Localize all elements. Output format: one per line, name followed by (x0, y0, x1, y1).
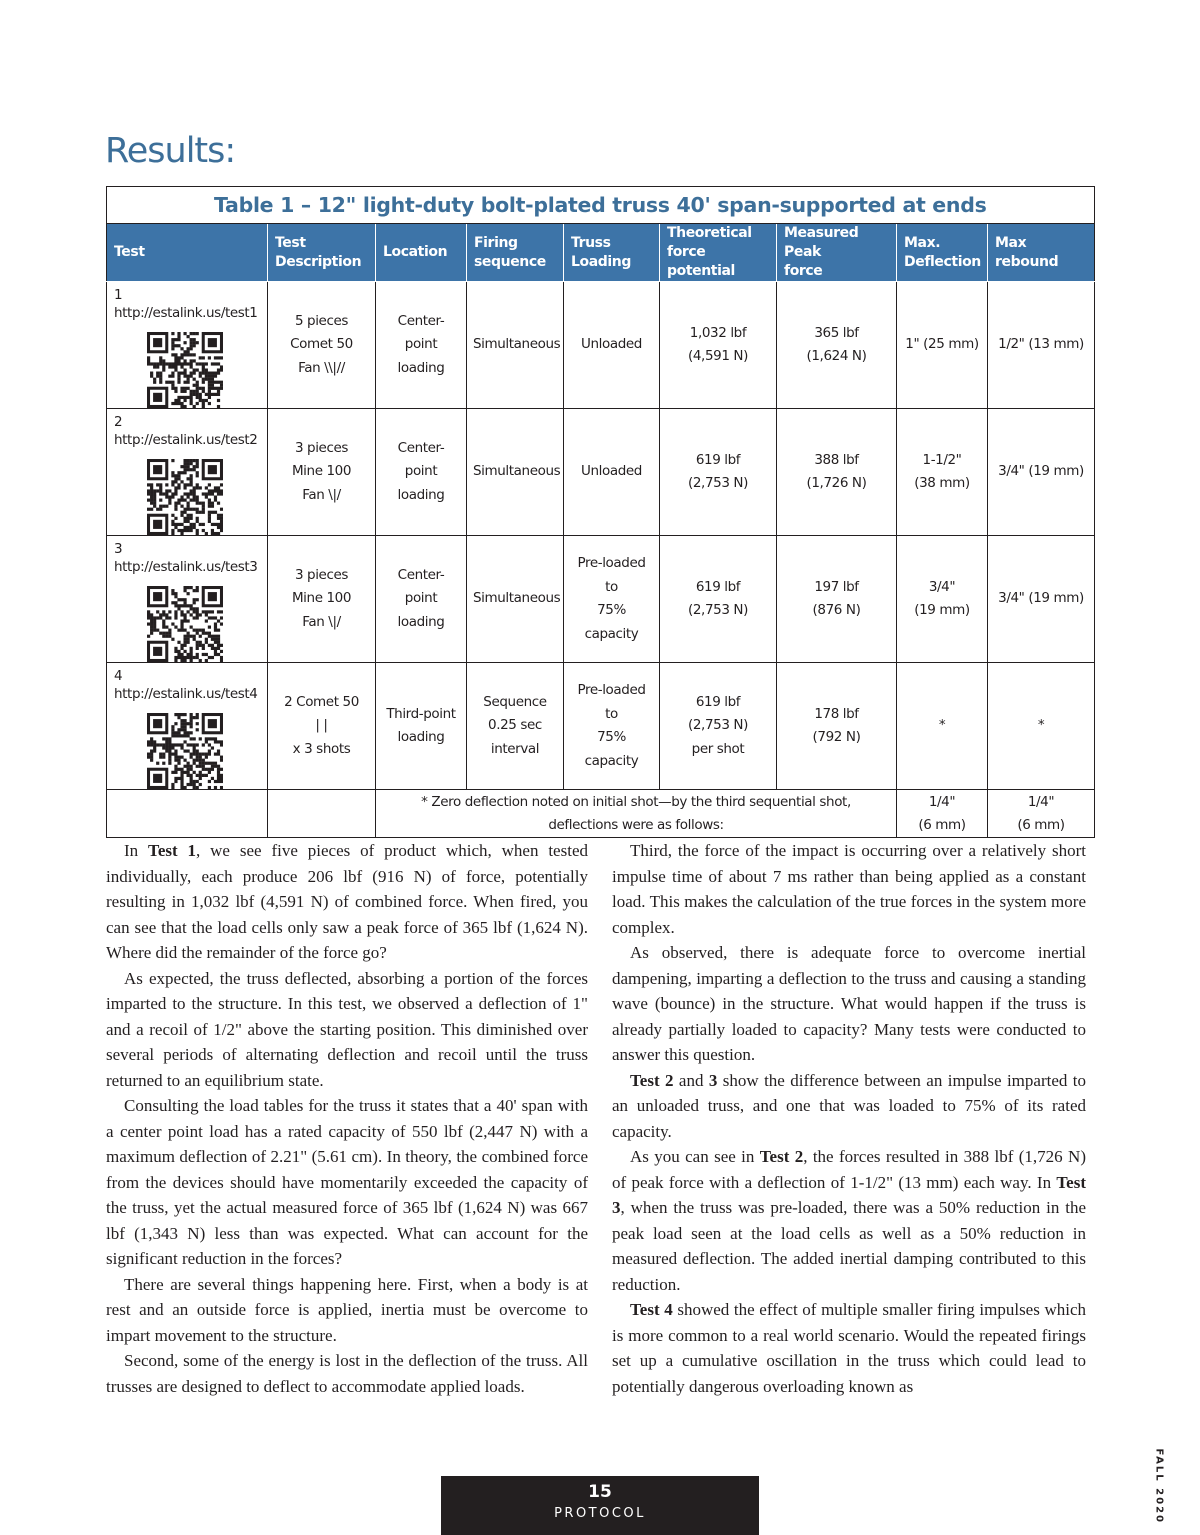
paragraph-text: In (124, 841, 149, 860)
firing-cell (467, 663, 564, 790)
cell-line: interval (490, 740, 540, 757)
cell-line: loading (397, 729, 445, 745)
cell-line: Mine 100 (291, 590, 352, 607)
paragraph-text: As expected, the truss deflected, absorbing a portion of the forces imparted to the structure. In this test, we observed a deflection of 1" and a recoil of 1/2" above the starting position. This diminished over several periods of alternating deflection and recoil until the truss returned to an equilibrium state. (106, 968, 588, 1090)
cell-line: sequence (474, 253, 546, 270)
cell-line: Test (275, 234, 306, 251)
test-link[interactable]: 2 http://estalink.us/test2 (114, 414, 258, 448)
test-link[interactable]: 1 http://estalink.us/test1 (114, 287, 258, 321)
column-header (897, 224, 988, 282)
cell-line: (6 mm) (1017, 816, 1065, 833)
cell-line: Location (383, 244, 448, 260)
qr-code-icon[interactable] (147, 332, 223, 408)
rebound-cell (988, 536, 1095, 663)
body-paragraph (106, 1348, 588, 1399)
test-cell (107, 282, 268, 409)
paragraph-text: As you can see in (630, 1147, 760, 1166)
firing-cell (467, 536, 564, 663)
theoretical-cell (660, 536, 777, 663)
measured-cell (777, 282, 897, 409)
cell-line: 197 lbf (814, 578, 859, 595)
cell-line: Loading (571, 253, 631, 270)
table-row (107, 536, 1095, 663)
table-caption: Table 1 – 12" light-duty bolt-plated truss 40' span-supported at ends (107, 187, 1095, 224)
footnote-deflection (897, 790, 988, 838)
body-column-left (106, 838, 588, 1399)
cell-line: 1" (25 mm) (905, 336, 979, 353)
test-link[interactable]: 3 http://estalink.us/test3 (114, 541, 258, 575)
cell-line: Fan \|/ (302, 486, 341, 503)
cell-line: 365 lbf (814, 324, 859, 341)
location-cell (376, 536, 467, 663)
cell-line: Unloaded (581, 336, 642, 353)
description-cell (268, 536, 376, 663)
cell-line: * Zero deflection noted on initial shot—by the third sequential shot, (421, 793, 851, 810)
location-cell (376, 663, 467, 790)
rebound-cell (988, 282, 1095, 409)
theoretical-cell (660, 409, 777, 536)
cell-line: 1-1/2" (922, 451, 962, 468)
cell-line: Third-point (386, 705, 456, 722)
cell-line: Fan \\|// (298, 359, 345, 376)
cell-line: * (1037, 717, 1045, 734)
cell-line: (876 N) (812, 602, 861, 618)
bold-text: Test 3 (612, 1172, 1086, 1217)
firing-cell (467, 409, 564, 536)
cell-line: force potential (667, 244, 735, 279)
cell-line: force (784, 263, 823, 279)
rebound-cell (988, 663, 1095, 790)
cell-line: Simultaneous (473, 336, 561, 353)
cell-line: 3 pieces (294, 566, 349, 583)
cell-line: Center-point (397, 566, 445, 607)
firing-cell (467, 282, 564, 409)
body-paragraph (612, 940, 1086, 1068)
body-column-right (612, 838, 1086, 1399)
cell-line: * (938, 717, 946, 734)
cell-line: (792 N) (812, 729, 861, 745)
cell-line: Pre-loaded to (577, 555, 646, 595)
cell-line: | | (315, 717, 328, 734)
body-paragraph (612, 1297, 1086, 1399)
paragraph-text: , when the truss was pre-loaded, there was a 50% reduction in the peak load seen at the load cells as well as a 50% reduction in measured deflection. The added inertial damping contributed to this reduction. (612, 1198, 1086, 1294)
description-cell (268, 663, 376, 790)
cell-line: x 3 shots (292, 740, 351, 757)
publication-name: PROTOCOL (554, 1506, 646, 1521)
body-paragraph (106, 966, 588, 1094)
paragraph-text: Consulting the load tables for the truss it states that a 40' span with a center point load has a rated capacity of 550 lbf (2,447 N) with a maximum deflection of 2.21" (5.61 cm). In theory, the combined force from the devices should have momentarily exceeded the capacity of the truss, yet the actual measured force of 365 lbf (1,624 N) was 667 lbf (1,343 N) less than was expected. What can account for the significant reduction in the forces? (106, 1096, 588, 1268)
bold-text: 3 (708, 1070, 718, 1090)
page-title: Results: (105, 131, 236, 171)
column-header (988, 224, 1095, 282)
paragraph-text: As observed, there is adequate force to overcome inertial dampening, imparting a deflection to the truss and causing a standing wave (bounce) in the structure. What would happen if the truss is already partially loaded to capacity? Many tests were conducted to answer this question. (612, 943, 1086, 1064)
cell-line: Unloaded (581, 463, 642, 480)
cell-line: per shot (691, 740, 745, 757)
qr-code-icon[interactable] (147, 713, 223, 789)
cell-line: (6 mm) (918, 816, 966, 833)
footnote-rebound (988, 790, 1095, 838)
cell-line: 3/4" (19 mm) (998, 463, 1084, 480)
deflection-cell (897, 409, 988, 536)
rebound-cell (988, 409, 1095, 536)
body-paragraph (612, 1144, 1086, 1297)
cell-line: 75% capacity (584, 602, 639, 642)
cell-line: Center-point (397, 439, 445, 480)
bold-text: Test 2 (630, 1070, 674, 1090)
loading-cell (564, 409, 660, 536)
theoretical-cell (660, 663, 777, 790)
description-cell (268, 282, 376, 409)
table-row (107, 409, 1095, 536)
measured-cell (777, 663, 897, 790)
cell-line: 388 lbf (814, 451, 859, 468)
column-header (268, 224, 376, 282)
cell-line: (2,753 N) (688, 717, 748, 734)
body-paragraph (106, 1093, 588, 1272)
table-header-row (107, 224, 1095, 282)
cell-line: 1/4" (928, 793, 956, 810)
deflection-cell (897, 282, 988, 409)
cell-line: 3/4" (928, 578, 956, 595)
cell-line: loading (397, 359, 445, 376)
page-footer (441, 1476, 759, 1535)
theoretical-cell (660, 282, 777, 409)
qr-code-icon[interactable] (147, 586, 223, 662)
cell-line: Comet 50 (290, 336, 353, 353)
cell-line: Sequence (483, 693, 547, 710)
cell-line: loading (397, 486, 445, 503)
column-header (660, 224, 777, 282)
cell-line: 1/2" (13 mm) (998, 336, 1084, 353)
column-header (376, 224, 467, 282)
cell-line: Truss (571, 234, 611, 251)
cell-line: (19 mm) (914, 602, 970, 618)
cell-line: 75% capacity (584, 729, 639, 769)
cell-line: Description (275, 253, 362, 270)
paragraph-text: and (673, 1070, 709, 1090)
qr-code-icon[interactable] (147, 459, 223, 535)
cell-line: Fan \|/ (302, 613, 341, 630)
body-paragraph (612, 1068, 1086, 1145)
test-link[interactable]: 4 http://estalink.us/test4 (114, 668, 258, 702)
cell-line: 1/4" (1027, 793, 1055, 810)
cell-line: 2 Comet 50 (284, 693, 359, 710)
loading-cell (564, 536, 660, 663)
paragraph-text: , the forces resulted in 388 lbf (1,726 N) of peak force with a deflection of 1-1/2" (13 mm) each way. In (612, 1147, 1086, 1192)
paragraph-text: showed the effect of multiple smaller firing impulses which is more common to a real world scenario. Would the repeated firings set up a cumulative oscillation in the truss which could lead to potentially dangerous overloading known as (612, 1300, 1087, 1396)
cell-line: Firing (474, 234, 518, 251)
column-header (564, 224, 660, 282)
cell-line: Max rebound (995, 234, 1059, 270)
cell-line: (4,591 N) (688, 348, 748, 364)
cell-line: deflections were as follows: (548, 816, 724, 833)
cell-line: (1,726 N) (806, 475, 867, 491)
body-paragraph (612, 838, 1086, 940)
cell-line: Deflection (904, 253, 981, 270)
paragraph-text: , we see five pieces of product which, when tested individually, each produce 206 lbf (916 N) of force, potentially resulting in 1,032 lbf (4,591 N) of combined force. When fired, you can see that the load cells only saw a peak force of 365 lbf (1,624 N). Where did the remainder of the force go? (106, 841, 588, 962)
results-table (106, 186, 1095, 838)
empty-cell (107, 790, 268, 838)
test-cell (107, 536, 268, 663)
measured-cell (777, 536, 897, 663)
paragraph-text: There are several things happening here. First, when a body is at rest and an outside force is applied, inertia must be overcome to impart movement to the structure. (106, 1274, 588, 1345)
issue-label: FALL 2020 (1153, 1448, 1165, 1524)
cell-line: Mine 100 (291, 463, 352, 480)
loading-cell (564, 663, 660, 790)
cell-line: Pre-loaded to (577, 682, 646, 722)
description-cell (268, 409, 376, 536)
bold-text: Test 1 (148, 841, 197, 860)
cell-line: (2,753 N) (688, 475, 748, 491)
bold-text: Test 2 (759, 1147, 804, 1166)
cell-line: 1,032 lbf (689, 324, 747, 341)
deflection-cell (897, 663, 988, 790)
cell-line: 3/4" (19 mm) (998, 590, 1084, 607)
body-paragraph (106, 838, 588, 966)
test-cell (107, 663, 268, 790)
column-header (107, 224, 268, 282)
cell-line: 0.25 sec (488, 717, 542, 734)
location-cell (376, 282, 467, 409)
loading-cell (564, 282, 660, 409)
empty-cell (268, 790, 376, 838)
cell-line: 3 pieces (294, 439, 349, 456)
cell-line: 178 lbf (814, 705, 859, 722)
cell-line: Measured Peak (784, 225, 859, 260)
cell-line: Simultaneous (473, 463, 561, 480)
cell-line: 619 lbf (695, 451, 741, 468)
page-number: 15 (588, 1482, 612, 1502)
test-cell (107, 409, 268, 536)
measured-cell (777, 409, 897, 536)
cell-line: Max. (904, 234, 941, 251)
footnote-text (376, 790, 897, 838)
footnote-row (107, 790, 1095, 838)
column-header (467, 224, 564, 282)
paragraph-text: Second, some of the energy is lost in the deflection of the truss. All trusses are designed to deflect to accommodate applied loads. (106, 1351, 588, 1396)
column-header (777, 224, 897, 282)
bold-text: Test 4 (630, 1300, 673, 1319)
table-row (107, 663, 1095, 790)
cell-line: Theoretical (667, 225, 752, 241)
body-paragraph (106, 1272, 588, 1349)
table-row (107, 282, 1095, 409)
cell-line: (1,624 N) (806, 348, 867, 364)
paragraph-text: show the difference between an impulse imparted to an unloaded truss, and one that was loaded to 75% of its rated capacity. (612, 1070, 1087, 1141)
cell-line: 5 pieces (294, 312, 349, 329)
cell-line: loading (397, 613, 445, 630)
cell-line: Simultaneous (473, 590, 561, 607)
cell-line: Center-point (397, 312, 445, 353)
cell-line: 619 lbf (695, 578, 741, 595)
cell-line: (38 mm) (914, 475, 970, 491)
cell-line: Test (114, 244, 145, 260)
location-cell (376, 409, 467, 536)
cell-line: (2,753 N) (688, 602, 748, 618)
cell-line: 619 lbf (695, 693, 741, 710)
deflection-cell (897, 536, 988, 663)
paragraph-text: Third, the force of the impact is occurring over a relatively short impulse time of about 7 ms rather than being applied as a constant load. This makes the calculation of the true forces in the system more complex. (612, 841, 1086, 937)
